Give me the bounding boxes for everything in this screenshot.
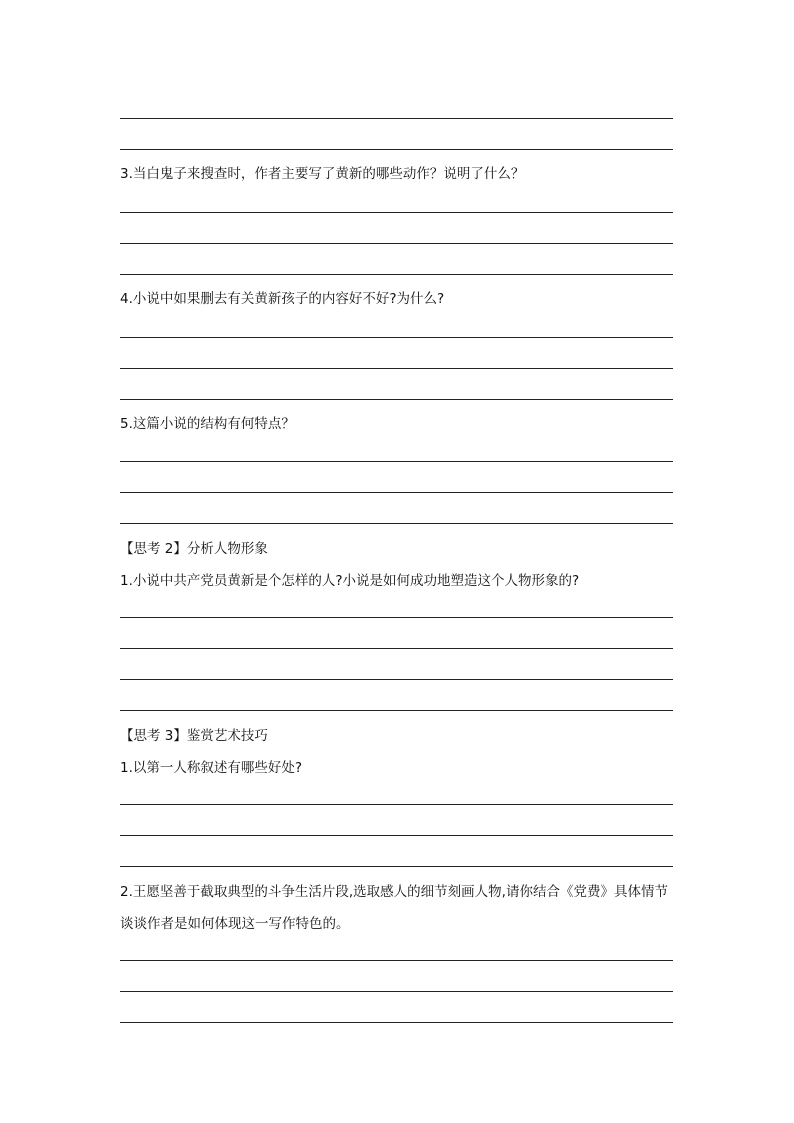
answer-line xyxy=(120,835,673,836)
answer-line xyxy=(120,337,673,338)
answer-line xyxy=(120,991,673,992)
answer-line xyxy=(120,492,673,493)
section-3-question-1: 1.以第一人称叙述有哪些好处? xyxy=(120,760,303,776)
answer-line xyxy=(120,710,673,711)
question-4: 4.小说中如果删去有关黄新孩子的内容好不好?为什么? xyxy=(120,291,445,307)
answer-line xyxy=(120,866,673,867)
answer-line xyxy=(120,648,673,649)
answer-line xyxy=(120,523,673,524)
answer-line xyxy=(120,149,673,150)
answer-line xyxy=(120,461,673,462)
answer-line xyxy=(120,243,673,244)
answer-line xyxy=(120,368,673,369)
question-3: 3.当白鬼子来搜查时，作者主要写了黄新的哪些动作？说明了什么？ xyxy=(120,166,525,182)
answer-line xyxy=(120,399,673,400)
section-3-heading: 【思考 3】鉴赏艺术技巧 xyxy=(120,728,268,744)
section-2-question-1: 1.小说中共产党员黄新是个怎样的人?小说是如何成功地塑造这个人物形象的? xyxy=(120,573,580,589)
section-3-question-2: 2.王愿坚善于截取典型的斗争生活片段,选取感人的细节刻画人物,请你结合《党费》具体情节谈谈作者是如何体现这一写作特色的。 xyxy=(120,884,668,932)
answer-line xyxy=(120,274,673,275)
answer-line xyxy=(120,1022,673,1023)
answer-line xyxy=(120,617,673,618)
answer-line xyxy=(120,960,673,961)
answer-line xyxy=(120,118,673,119)
answer-line xyxy=(120,679,673,680)
question-5: 5.这篇小说的结构有何特点？ xyxy=(120,416,295,432)
section-2-heading: 【思考 2】分析人物形象 xyxy=(120,541,268,557)
answer-line xyxy=(120,212,673,213)
answer-line xyxy=(120,804,673,805)
